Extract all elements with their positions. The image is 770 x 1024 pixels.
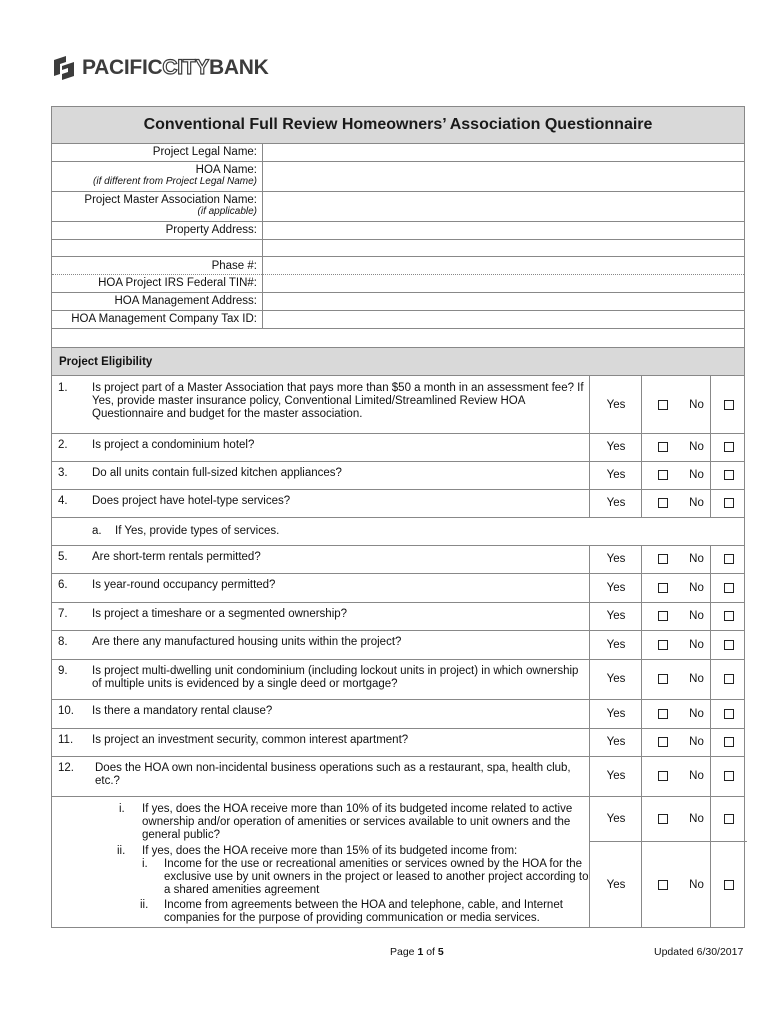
yes-checkbox[interactable] xyxy=(658,400,668,410)
question-text: Is project an investment security, common interest apartment? xyxy=(92,734,409,746)
header-row-phase xyxy=(52,256,744,275)
question-row-3 xyxy=(52,461,744,490)
no-checkbox[interactable] xyxy=(724,709,734,719)
header-label: HOA Management Address: xyxy=(114,295,257,307)
no-label: No xyxy=(689,770,704,782)
header-row-property-address-line2 xyxy=(52,239,744,257)
hoa-name-field[interactable] xyxy=(262,161,744,191)
header-row-project-legal-name xyxy=(52,143,744,162)
bank-logo xyxy=(50,52,268,84)
management-address-field[interactable] xyxy=(262,292,744,310)
yes-checkbox[interactable] xyxy=(658,611,668,621)
question-row-2 xyxy=(52,433,744,462)
no-checkbox[interactable] xyxy=(724,880,734,890)
question-row-11 xyxy=(52,728,744,757)
no-label: No xyxy=(689,398,704,411)
question-number: 6. xyxy=(58,579,68,591)
question-number: 4. xyxy=(58,495,68,507)
yes-checkbox[interactable] xyxy=(658,640,668,650)
header-label: Project Master Association Name: xyxy=(84,194,257,206)
sub-question-text: If yes, does the HOA receive more than 15% of its budgeted income from: xyxy=(142,845,518,857)
yes-label: Yes xyxy=(589,545,642,573)
management-tax-id-field[interactable] xyxy=(262,310,744,328)
question-text: Does the HOA own non-incidental business operations such as a restaurant, spa, health club, etc.? xyxy=(95,762,571,787)
question-row-12-ii xyxy=(52,842,744,928)
question-number: 2. xyxy=(58,439,68,451)
question-text: Are short-term rentals permitted? xyxy=(92,551,261,563)
yes-checkbox[interactable] xyxy=(658,814,668,824)
question-number: 5. xyxy=(58,551,68,563)
yes-checkbox[interactable] xyxy=(658,498,668,508)
header-label: HOA Management Company Tax ID: xyxy=(71,313,257,325)
header-label: HOA Name: xyxy=(195,164,257,176)
no-label: No xyxy=(689,497,704,509)
yes-checkbox[interactable] xyxy=(658,442,668,452)
yes-label: Yes xyxy=(589,796,642,842)
yes-checkbox[interactable] xyxy=(658,771,668,781)
no-label: No xyxy=(689,610,704,622)
yes-label: Yes xyxy=(589,630,642,659)
bank-logo-icon xyxy=(50,54,78,82)
no-label: No xyxy=(689,469,704,481)
question-text: Is project multi-dwelling unit condominium (including lockout units in project) in which ownership of multiple units is evidenced by a single deed or mortgage? xyxy=(92,665,579,690)
no-checkbox[interactable] xyxy=(724,640,734,650)
header-row-hoa-name xyxy=(52,161,744,192)
yes-label: Yes xyxy=(589,659,642,699)
yes-checkbox[interactable] xyxy=(658,554,668,564)
no-label: No xyxy=(689,707,704,720)
question-number: 9. xyxy=(58,665,68,677)
project-legal-name-field[interactable] xyxy=(262,143,744,161)
question-number: 1. xyxy=(58,382,68,394)
question-text: Do all units contain full-sized kitchen appliances? xyxy=(92,467,342,479)
question-text: Is year-round occupancy permitted? xyxy=(92,579,276,591)
no-checkbox[interactable] xyxy=(724,400,734,410)
sub-item-text: Income for the use or recreational amenities or services owned by the HOA for the exclusive use by unit owners in the project or leased to another project according to a shared amenities agreement xyxy=(164,858,589,896)
section-title-project-eligibility: Project Eligibility xyxy=(52,347,744,376)
yes-checkbox[interactable] xyxy=(658,880,668,890)
header-row-management-tax-id xyxy=(52,310,744,329)
yes-label: Yes xyxy=(589,376,642,433)
sub-item-label: ii. xyxy=(140,899,149,911)
question-number: 3. xyxy=(58,467,68,479)
header-row-master-association xyxy=(52,191,744,222)
header-row-management-address xyxy=(52,292,744,311)
no-checkbox[interactable] xyxy=(724,442,734,452)
page-number: Page 1 of 5 xyxy=(390,946,444,958)
no-label: No xyxy=(689,879,704,891)
yes-label: Yes xyxy=(589,699,642,728)
yes-checkbox[interactable] xyxy=(658,709,668,719)
question-number: 12. xyxy=(58,762,74,774)
no-checkbox[interactable] xyxy=(724,814,734,824)
question-text: Is project part of a Master Association that pays more than $50 a month in an assessment fee? If Yes, provide master insurance policy, Conventional Limited/Streamlined Review HOA Questionnaire and budget for the master association. xyxy=(92,382,584,420)
form-title: Conventional Full Review Homeowners’ Association Questionnaire xyxy=(52,107,744,144)
header-label: Phase #: xyxy=(211,260,257,272)
question-row-6 xyxy=(52,573,744,603)
questionnaire-form xyxy=(51,106,745,928)
header-sublabel: (if different from Project Legal Name) xyxy=(93,176,257,187)
no-checkbox[interactable] xyxy=(724,470,734,480)
no-label: No xyxy=(689,673,704,685)
sub-item-label: i. xyxy=(142,858,148,870)
phase-field[interactable] xyxy=(262,256,744,274)
yes-label: Yes xyxy=(589,461,642,489)
sub-question-text: If yes, does the HOA receive more than 10% of its budgeted income related to active ownership and/or operation of amenities or services available to unit owners and the general public? xyxy=(142,803,573,841)
yes-label: Yes xyxy=(589,842,642,928)
yes-label: Yes xyxy=(589,728,642,756)
header-row-property-address xyxy=(52,221,744,240)
sub-question-label: ii. xyxy=(117,845,126,857)
master-association-field[interactable] xyxy=(262,191,744,221)
yes-checkbox[interactable] xyxy=(658,674,668,684)
question-row-12 xyxy=(52,756,744,797)
sub-question-label: i. xyxy=(119,803,125,815)
question-row-5 xyxy=(52,545,744,574)
question-text: Is there a mandatory rental clause? xyxy=(92,705,273,717)
question-row-4a xyxy=(52,517,744,546)
no-checkbox[interactable] xyxy=(724,611,734,621)
yes-checkbox[interactable] xyxy=(658,470,668,480)
yes-checkbox[interactable] xyxy=(658,737,668,747)
no-checkbox[interactable] xyxy=(724,554,734,564)
question-row-7 xyxy=(52,602,744,631)
yes-label: Yes xyxy=(589,573,642,602)
no-label: No xyxy=(689,736,704,748)
property-address-field[interactable] xyxy=(262,221,744,239)
question-row-1 xyxy=(52,376,744,434)
header-label: Property Address: xyxy=(165,224,257,236)
no-label: No xyxy=(683,796,710,842)
irs-tin-field[interactable] xyxy=(262,274,744,292)
no-checkbox[interactable] xyxy=(724,674,734,684)
yes-label: Yes xyxy=(589,602,642,630)
question-text: Is project a timeshare or a segmented ownership? xyxy=(92,608,348,620)
header-label: HOA Project IRS Federal TIN#: xyxy=(98,277,257,289)
sub-question-text: If Yes, provide types of services. xyxy=(115,525,280,537)
yes-label: Yes xyxy=(589,756,642,796)
question-number: 8. xyxy=(58,636,68,648)
no-checkbox[interactable] xyxy=(724,498,734,508)
no-checkbox[interactable] xyxy=(724,771,734,781)
question-number: 7. xyxy=(58,608,68,620)
question-text: Does project have hotel-type services? xyxy=(92,495,291,507)
question-row-8 xyxy=(52,630,744,660)
sub-question-label: a. xyxy=(92,525,102,537)
property-address-line2-field[interactable] xyxy=(262,239,744,256)
question-row-12-i xyxy=(52,796,744,842)
question-text: Are there any manufactured housing units within the project? xyxy=(92,636,402,648)
question-text: Is project a condominium hotel? xyxy=(92,439,255,451)
no-label: No xyxy=(689,441,704,453)
question-row-4 xyxy=(52,489,744,518)
no-label: No xyxy=(689,638,704,651)
question-number: 11. xyxy=(58,734,74,746)
yes-label: Yes xyxy=(589,489,642,517)
bank-name: PACIFICCITYBANK xyxy=(82,56,269,79)
yes-label: Yes xyxy=(589,433,642,461)
no-checkbox[interactable] xyxy=(724,737,734,747)
question-row-9 xyxy=(52,659,744,700)
question-number: 10. xyxy=(58,705,74,717)
no-checkbox[interactable] xyxy=(724,583,734,593)
header-sublabel: (if applicable) xyxy=(197,206,257,217)
no-label: No xyxy=(689,581,704,594)
sub-item-text: Income from agreements between the HOA and telephone, cable, and Internet companies for the purpose of providing communication or media services. xyxy=(164,899,563,924)
question-row-10 xyxy=(52,699,744,729)
updated-date: Updated 6/30/2017 xyxy=(654,946,744,958)
header-row-spacer xyxy=(52,328,744,347)
yes-checkbox[interactable] xyxy=(658,583,668,593)
header-row-irs-tin xyxy=(52,274,744,293)
header-label: Project Legal Name: xyxy=(152,146,257,158)
no-label: No xyxy=(689,553,704,565)
